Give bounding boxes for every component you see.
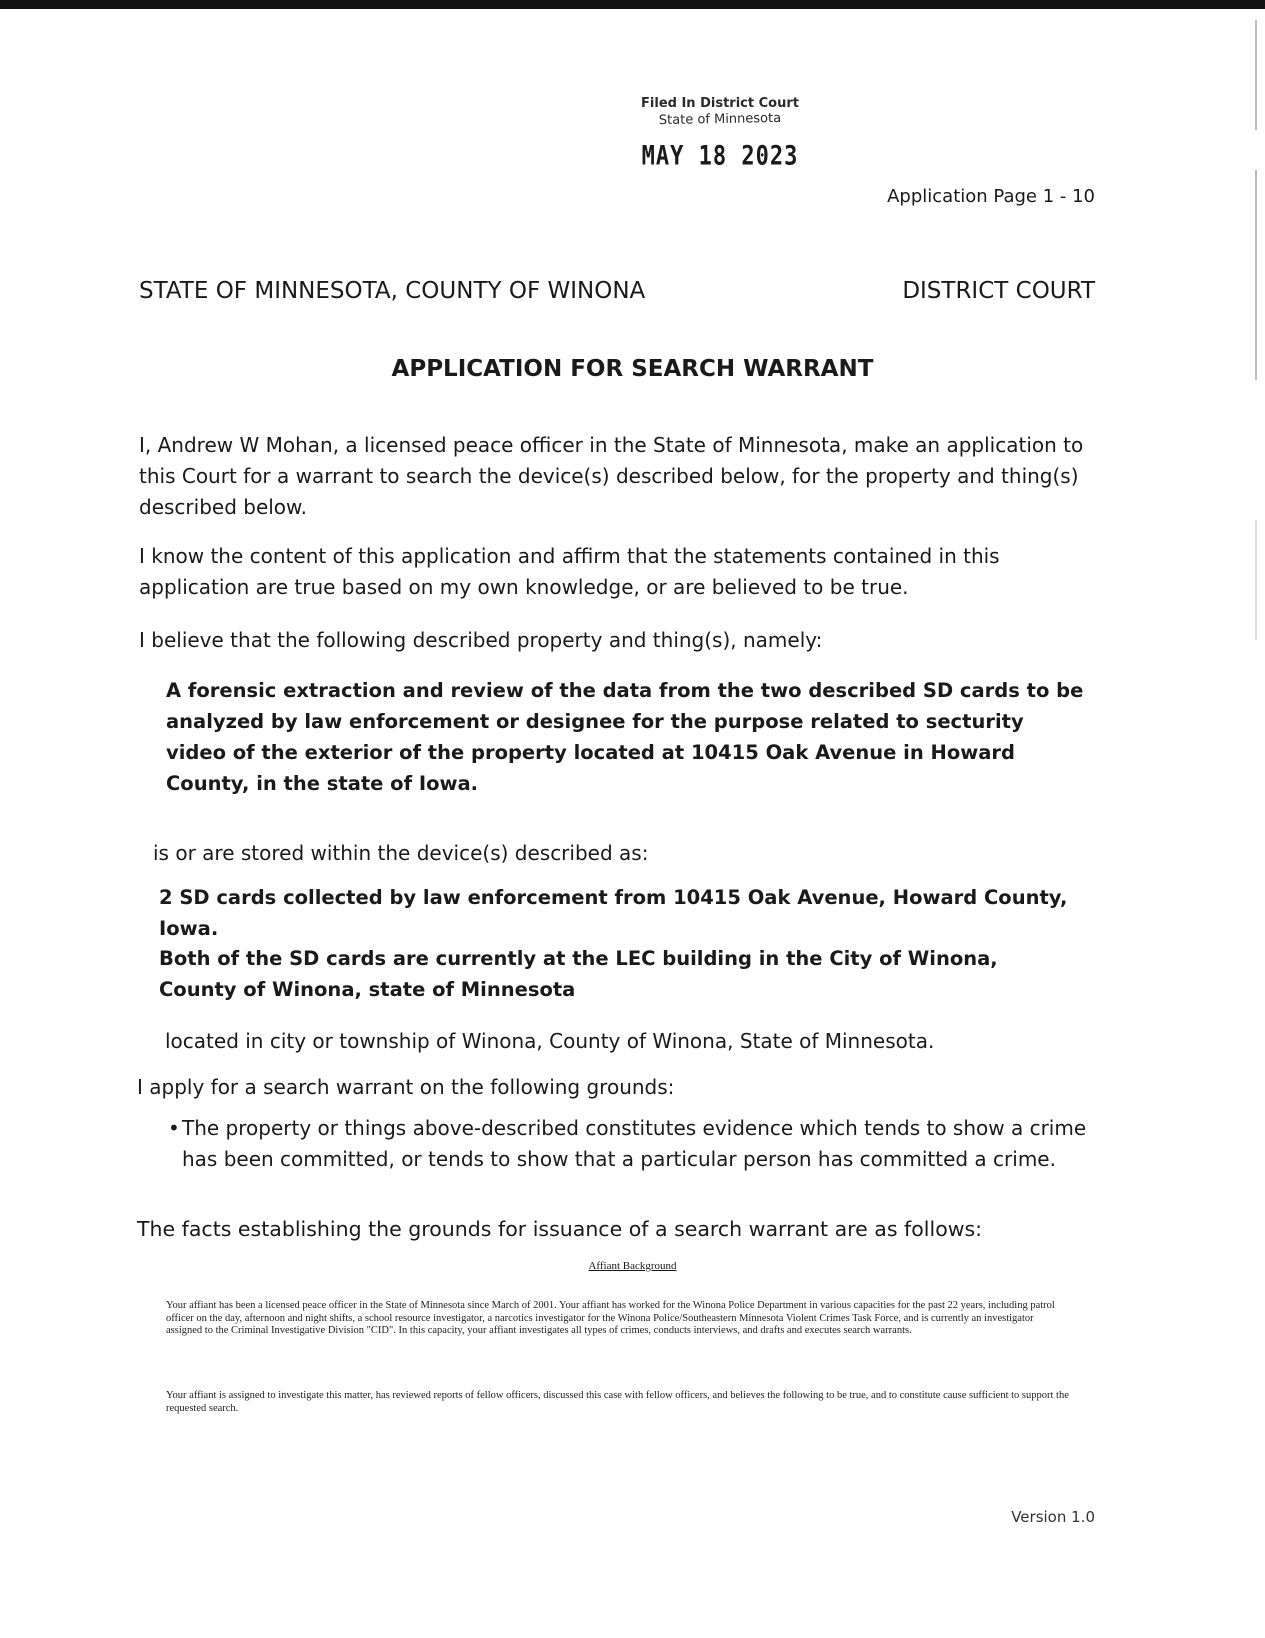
scan-margin-mark	[1255, 20, 1257, 130]
grounds-text: The property or things above-described constitutes evidence which tends to show a crime has been committed, or tends to show that a particular person has committed a crime.	[182, 1116, 1087, 1171]
scan-margin-mark	[1255, 170, 1257, 380]
located-in-text: located in city or township of Winona, County of Winona, State of Minnesota.	[165, 1029, 935, 1053]
device-location: Both of the SD cards are currently at the LEC building in the City of Winona, County of Winona, state of Minnesota	[159, 947, 998, 1001]
believe-paragraph: I believe that the following described property and thing(s), namely:	[139, 628, 823, 652]
filed-stamp	[560, 96, 880, 172]
facts-intro: The facts establishing the grounds for issuance of a search warrant are as follows:	[137, 1217, 983, 1241]
state-county: STATE OF MINNESOTA, COUNTY OF WINONA	[139, 278, 646, 304]
property-description: A forensic extraction and review of the data from the two described SD cards to be analyzed by law enforcement or designee for the purpose related to secturity video of the exterior of the property located at 10415 Oak Avenue in Howard County, in the state of Iowa.	[166, 679, 1084, 795]
court-caption	[139, 278, 1095, 304]
version-label: Version 1.0	[1011, 1508, 1095, 1526]
document-title: APPLICATION FOR SEARCH WARRANT	[391, 356, 874, 382]
affiant-background: Your affiant has been a licensed peace officer in the State of Minnesota since March of 2001. Your affiant has worked for the Winona Police Department in various capacities for the past 22 years, including patrol officer on the day, afternoon and night shifts, a school resource investigator, a narcotics investigator for the Winona Police/Southeastern Minnesota Violent Crimes Task Force, and is currently an investigator assigned to the Criminal Investigative Division "CID". In this capacity, your affiant investigates all types of crimes, conducts interviews, and drafts and executes search warrants.	[166, 1300, 1055, 1336]
affiant-heading: Affiant Background	[588, 1260, 677, 1272]
bullet-icon: •	[168, 1116, 180, 1140]
page-label: Application Page 1 - 10	[887, 186, 1095, 207]
affirm-paragraph: I know the content of this application and affirm that the statements contained in this application are true based on my own knowledge, or are believed to be true.	[139, 544, 1000, 599]
stamp-state-line: State of Minnesota	[658, 110, 782, 129]
device-description: 2 SD cards collected by law enforcement from 10415 Oak Avenue, Howard County, Iowa.	[159, 886, 1068, 940]
grounds-list-item	[168, 1113, 1098, 1175]
scan-edge-bar	[0, 0, 1265, 9]
stamp-date: MAY 18 2023	[641, 141, 799, 172]
stamp-filed-line: Filed In District Court	[641, 96, 799, 111]
stored-within-text: is or are stored within the device(s) described as:	[153, 841, 649, 865]
scan-margin-mark	[1255, 520, 1257, 640]
grounds-intro: I apply for a search warrant on the following grounds:	[137, 1075, 675, 1099]
affiant-assignment: Your affiant is assigned to investigate this matter, has reviewed reports of fellow officers, discussed this case with fellow officers, and believes the following to be true, and to constitute cause sufficient to support the requested search.	[166, 1390, 1069, 1414]
court-name: DISTRICT COURT	[902, 278, 1095, 304]
intro-paragraph: I, Andrew W Mohan, a licensed peace officer in the State of Minnesota, make an application to this Court for a warrant to search the device(s) described below, for the property and thing(s) described below.	[139, 433, 1084, 519]
